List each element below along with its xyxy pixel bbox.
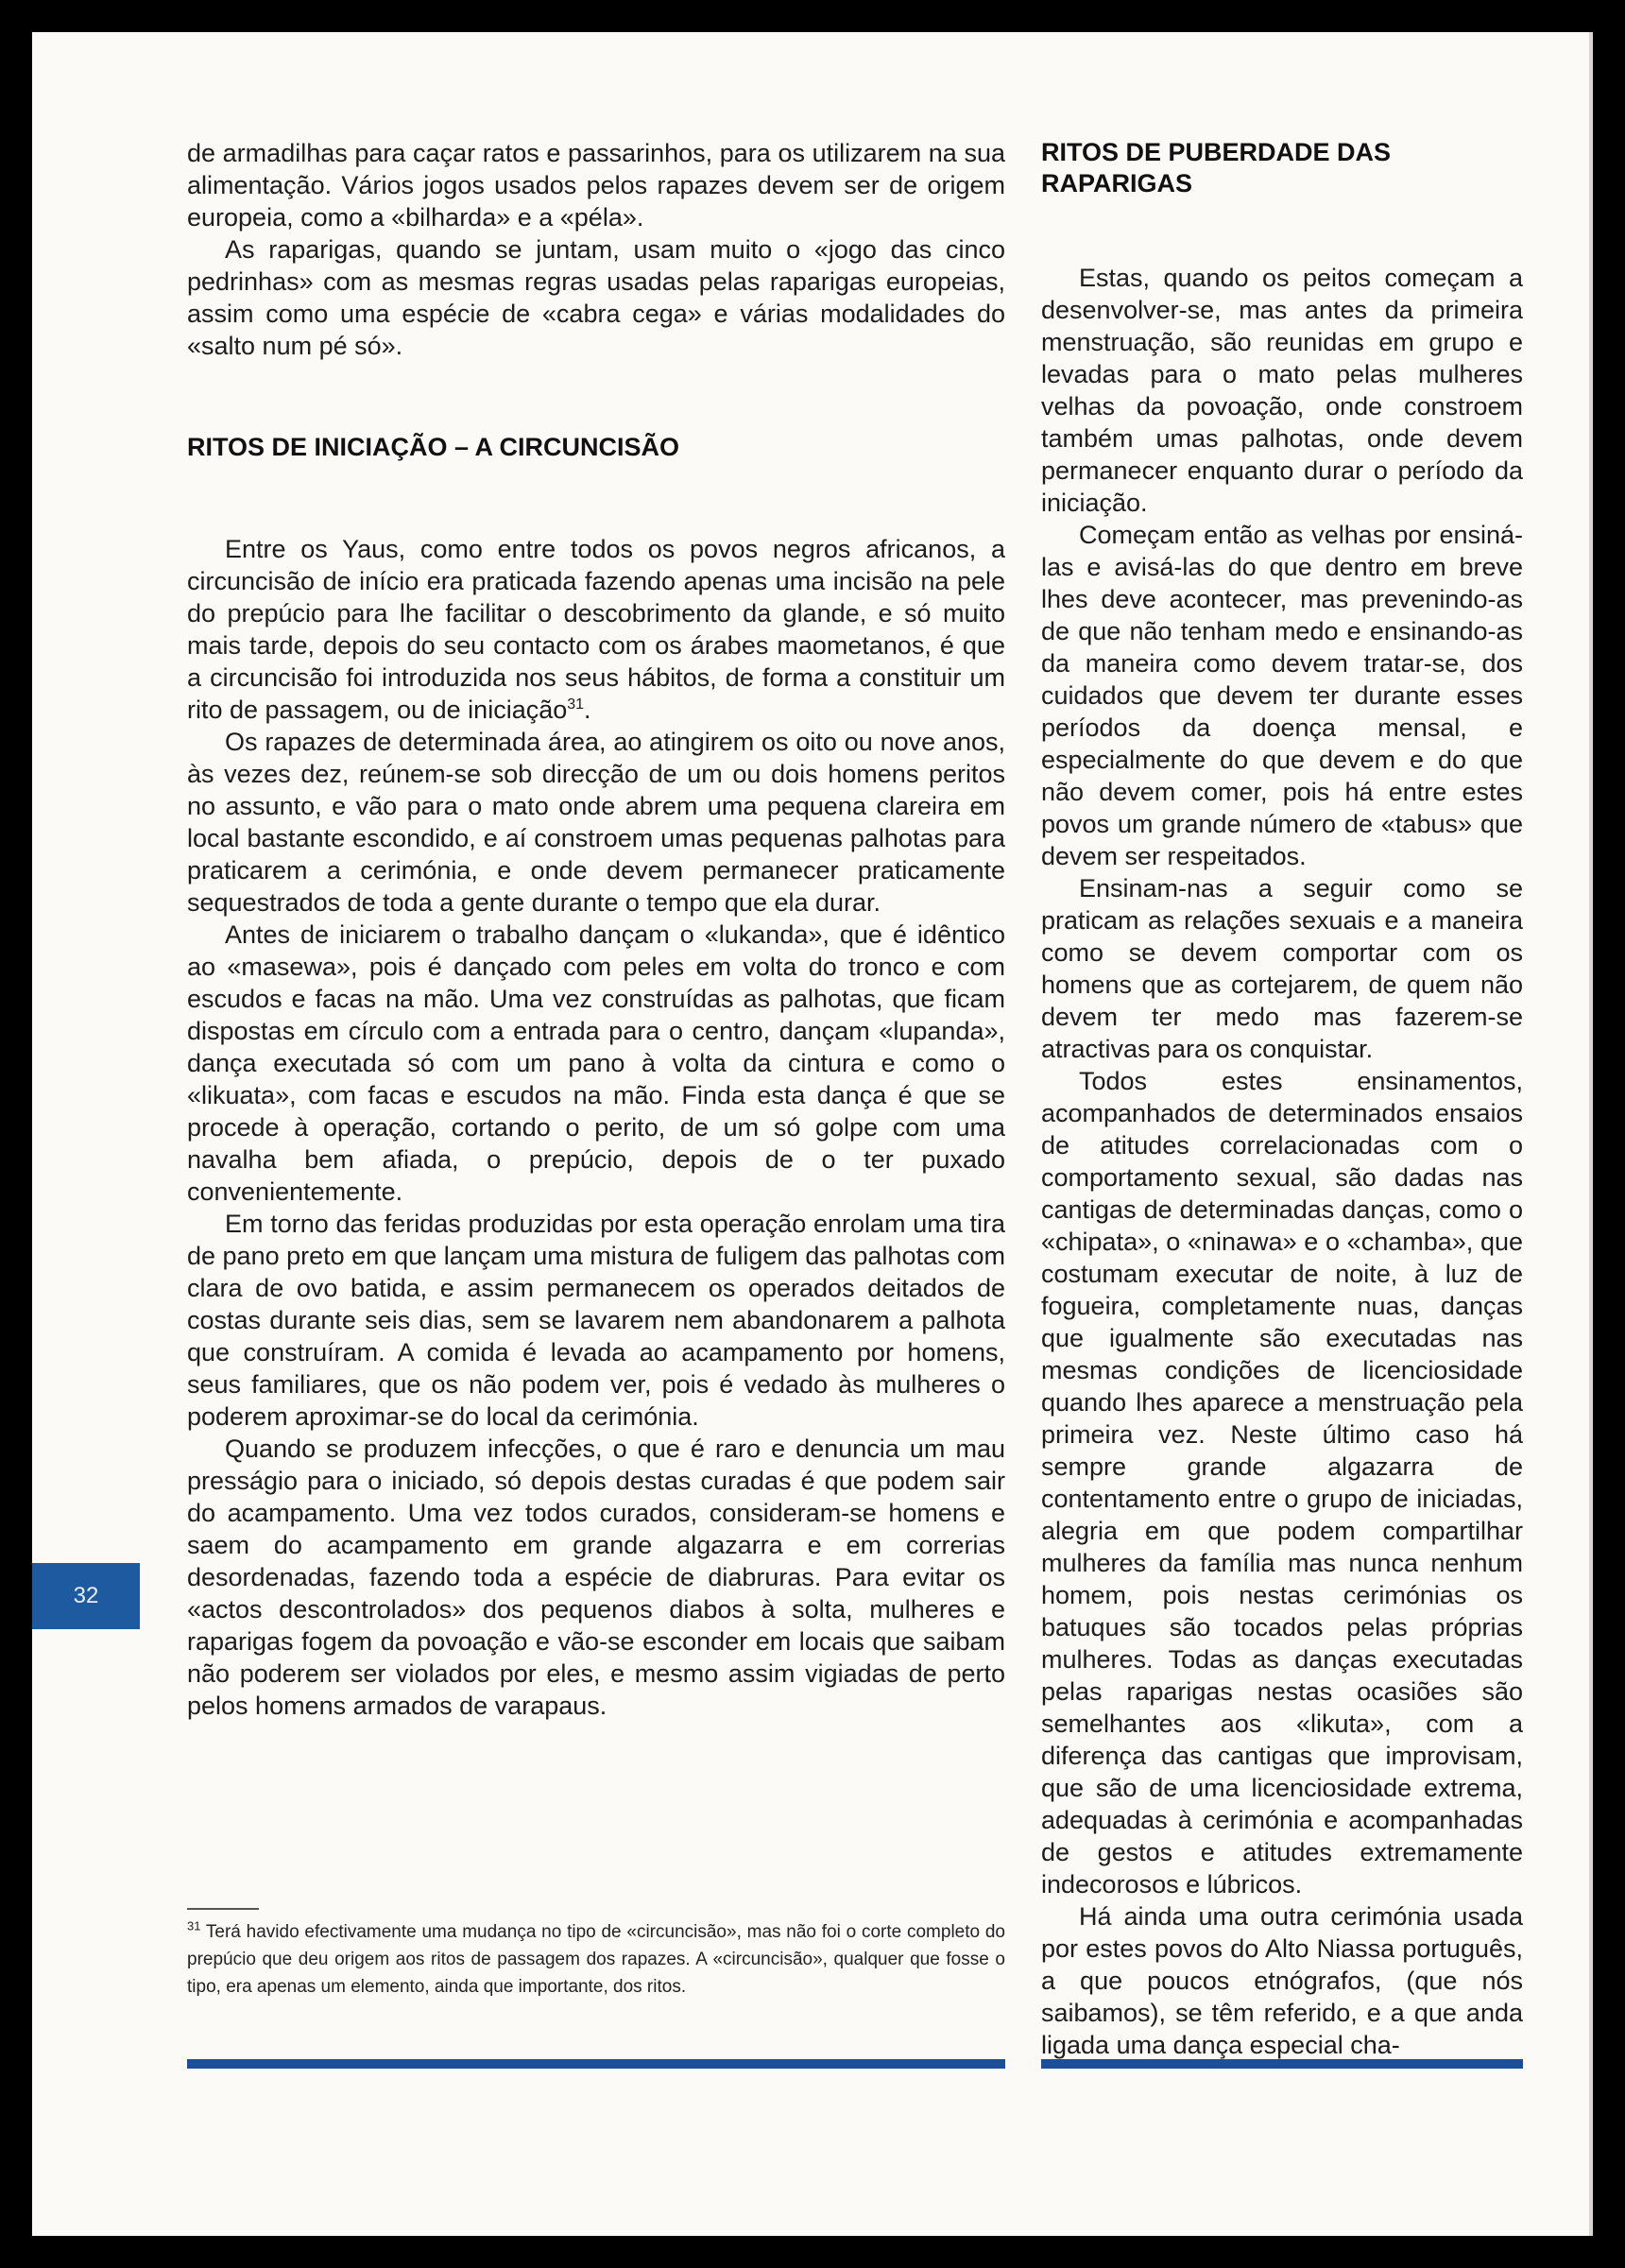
body-paragraph: Em torno das feridas produzidas por esta operação enrolam uma tira de pano preto em que lançam uma mistura de fuligem das palhotas com clara de ovo batida, e assim permanecem os operados deitados de costas durante seis dias, sem se lavarem nem abandonarem a palhota que construíram. A comida é levada ao acampamento por homens, seus familiares, que os não podem ver, pois é vedado às mulheres o poderem aproximar-se do local da cerimónia. xyxy=(187,1210,1005,1431)
section-heading-circumcision: RITOS DE INICIAÇÃO – A CIRCUNCISÃO xyxy=(187,433,680,461)
body-paragraph-end: . xyxy=(584,696,591,724)
footnote-divider xyxy=(187,1908,259,1910)
bottom-rule-left xyxy=(187,2059,1005,2069)
body-paragraph: Estas, quando os peitos começam a desenvolver-se, mas antes da primeira menstruação, são reunidas em grupo e levadas para o mato pelas mulheres velhas da povoação, onde constroem também umas palhotas, onde devem permanecer enquanto durar o período da iniciação. xyxy=(1041,264,1523,517)
intro-paragraph: As raparigas, quando se juntam, usam muito o «jogo das cinco pedrinhas» com as mesmas regras usadas pelas raparigas europeias, assim como uma espécie de «cabra cega» e várias modalidades do «salto num pé só». xyxy=(187,235,1005,360)
body-paragraph xyxy=(187,533,1005,726)
body-paragraph: Antes de iniciarem o trabalho dançam o «lukanda», que é idêntico ao «masewa», pois é dançado com peles em volta do tronco e com escudos e facas na mão. Uma vez construídas as palhotas, que ficam dispostas em círculo com a entrada para o centro, dançam «lupanda», dança executada só com um pano à volta da cintura e como o «likuata», com facas e escudos na mão. Finda esta dança é que se procede à operação, cortando o perito, de um só golpe com uma navalha bem afiada, o prepúcio, depois de o ter puxado convenientemente. xyxy=(187,920,1005,1206)
body-paragraph: Há ainda uma outra cerimónia usada por estes povos do Alto Niassa português, a que poucos etnógrafos, (que nós saibamos), se têm referido, e a que anda ligada uma dança especial cha- xyxy=(1041,1902,1523,2059)
body-paragraph-text: Entre os Yaus, como entre todos os povos negros africanos, a circuncisão de início era praticada fazendo apenas uma incisão na pele do prepúcio para lhe facilitar o descobrimento da glande, e só muito mais tarde, depois do seu contacto com os árabes maometanos, é que a circuncisão foi introduzida nos seus hábitos, de forma a constituir um rito de passagem, ou de iniciação xyxy=(187,535,1005,724)
page-number-tab xyxy=(32,1563,140,1629)
footnote xyxy=(187,1918,1005,2001)
body-paragraph: Todos estes ensinamentos, acompanhados de determinados ensaios de atitudes correlacionadas com o comportamento sexual, são dadas nas cantigas de determinadas danças, como o «chipata», o «ninawa» e o «chamba», que costumam executar de noite, à luz de fogueira, completamente nuas, danças que igualmente são executadas nas mesmas condições de licenciosidade quando lhes aparece a menstruação pela primeira vez. Neste último caso há sempre grande algazarra de contentamento entre o grupo de iniciadas, alegria em que podem compartilhar mulheres da família mas nunca nenhum homem, pois nestas cerimónias os batuques são tocados pelas próprias mulheres. Todas as danças executadas pelas raparigas nestas ocasiões são semelhantes aos «likuta», com a diferença das cantigas que improvisam, que são de uma licenciosidade extrema, adequadas à cerimónia e acompanhadas de gestos e atitudes extremamente indecorosos e lúbricos. xyxy=(1041,1067,1523,1899)
page-gutter xyxy=(1589,32,1593,2236)
body-paragraph: Ensinam-nas a seguir como se praticam as relações sexuais e a maneira como se devem comportar com os homens que as cortejarem, de quem não devem ter medo mas fazerem-se atractivas para os conquistar. xyxy=(1041,874,1523,1063)
left-column xyxy=(187,137,1005,1722)
body-paragraph: Começam então as velhas por ensiná-las e avisá-las do que dentro em breve lhes deve acontecer, mas prevenindo-as de que não tenham medo e ensinando-as da maneira como devem tratar-se, dos cuidados que devem ter durante esses períodos da doença mensal, e especialmente do que devem e do que não devem comer, pois há entre estes povos um grande número de «tabus» que devem ser respeitados. xyxy=(1041,521,1523,870)
page-number: 32 xyxy=(73,1583,99,1608)
intro-paragraph: de armadilhas para caçar ratos e passarinhos, para os utilizarem na sua alimentação. Vários jogos usados pelos rapazes devem ser de origem europeia, como a «bilharda» e a «péla». xyxy=(187,139,1005,232)
body-paragraph: Os rapazes de determinada área, ao atingirem os oito ou nove anos, às vezes dez, reúnem-se sob direcção de um ou dois homens peritos no assunto, e vão para o mato onde abrem uma pequena clareira em local bastante escondido, e aí constroem umas pequenas palhotas para praticarem a cerimónia, e onde devem permanecer praticamente sequestrados de toda a gente durante o tempo que ela durar. xyxy=(187,728,1005,917)
footnote-reference[interactable]: 31 xyxy=(567,696,585,713)
footnote-text: Terá havido efectivamente uma mudança no tipo de «circuncisão», mas não foi o corte completo do prepúcio que deu origem aos ritos de passagem dos rapazes. A «circuncisão», qualquer que fosse o tipo, era apenas um elemento, ainda que importante, dos ritos. xyxy=(187,1922,1005,1997)
section-heading-puberty: RITOS DE PUBERDADE DAS RAPARIGAS xyxy=(1041,138,1392,198)
body-paragraph: Quando se produzem infecções, o que é raro e denuncia um mau presságio para o iniciado, só depois destas curadas é que podem sair do acampamento. Uma vez todos curados, consideram-se homens e saem do acampamento em grande algazarra e em correrias desordenadas, fazendo toda a espécie de diabruras. Para evitar os «actos descontrolados» dos pequenos diabos à solta, mulheres e raparigas fogem da povoação e vão-se esconder em locais que saibam não poderem ser violados por eles, e mesmo assim vigiadas de perto pelos homens armados de varapaus. xyxy=(187,1435,1005,1720)
right-column xyxy=(1041,137,1523,2061)
footnote-number: 31 xyxy=(187,1918,201,1933)
bottom-rule-right xyxy=(1041,2059,1523,2069)
